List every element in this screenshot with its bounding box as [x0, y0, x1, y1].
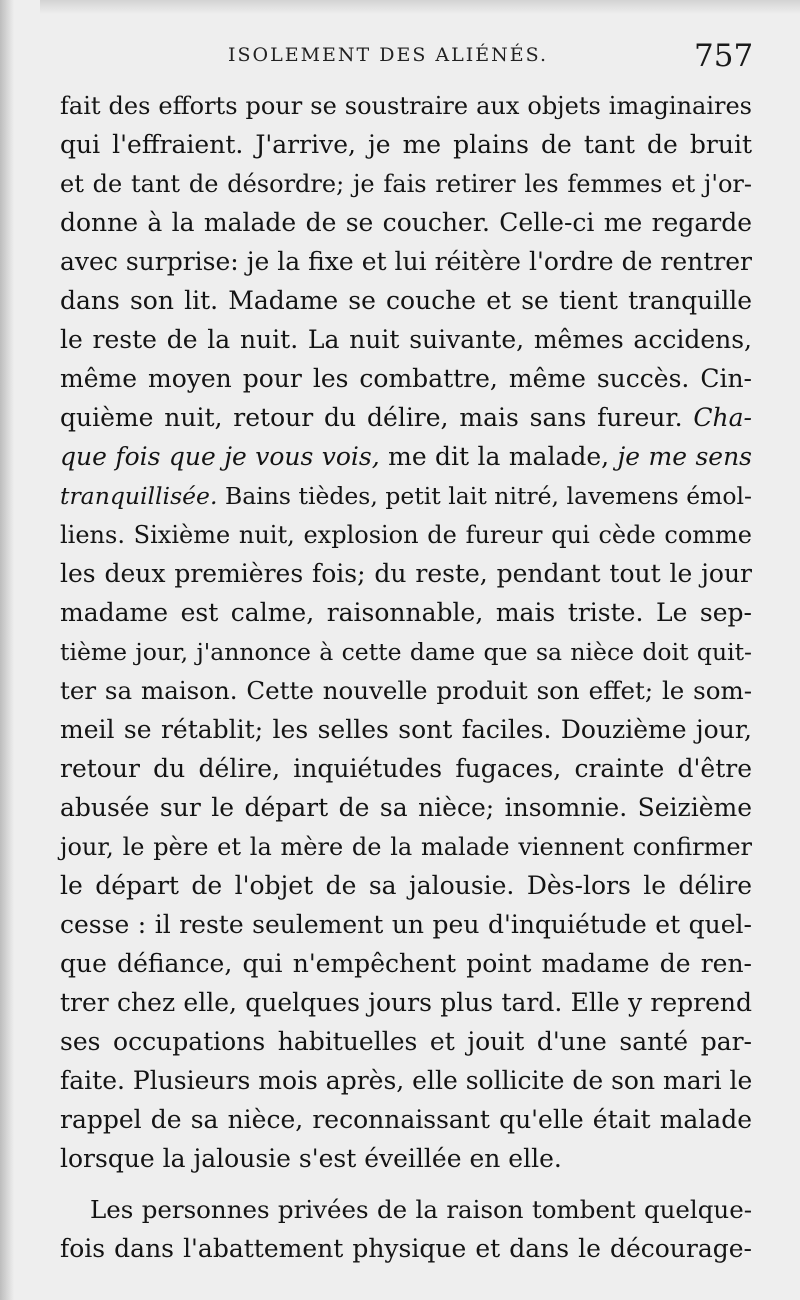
italic-quote: tranquillisée. [60, 482, 218, 510]
page-edge-shadow [0, 0, 14, 1300]
text-line: et de tant de désordre; je fais retirer les femmes et j'or- [60, 170, 752, 198]
text-line: faite. Plusieurs mois après, elle sollicite de son mari le [60, 1066, 753, 1095]
text-line: retour du délire, inquiétudes fugaces, crainte d'être [60, 754, 752, 783]
show-through-bleed [40, 0, 800, 14]
text-line: meil se rétablit; les selles sont faciles. Douzième jour, [60, 715, 752, 744]
text-line: ses occupations habituelles et jouit d'une santé par- [60, 1027, 752, 1056]
italic-quote: que fois que je vous vois, [60, 442, 380, 471]
text-line: que défiance, qui n'empêchent point madame de ren- [60, 949, 752, 978]
text-line: le reste de la nuit. La nuit suivante, mêmes accidens, [60, 325, 752, 354]
text-line: cesse : il reste seulement un peu d'inquiétude et quel- [60, 910, 752, 939]
text-line: ter sa maison. Cette nouvelle produit son effet; le som- [60, 676, 752, 705]
text-line: lorsque la jalousie s'est éveillée en elle. [60, 1144, 562, 1173]
text-line: quième nuit, retour du délire, mais sans fureur. Cha- [60, 403, 752, 432]
text-line: trer chez elle, quelques jours plus tard. Elle y reprend [60, 988, 752, 1017]
running-title: ISOLEMENT DES ALIÉNÉS. [228, 44, 548, 66]
text-line: avec surprise: je la fixe et lui réitère l'ordre de rentrer [60, 247, 752, 276]
text-line: abusée sur le départ de sa nièce; insomnie. Seizième [60, 793, 752, 822]
text-line: donne à la malade de se coucher. Celle-ci me regarde [60, 208, 752, 237]
text-line: dans son lit. Madame se couche et se tient tranquille [60, 286, 752, 315]
text-line: que fois que je vous vois, me dit la malade, je me sens [60, 442, 753, 471]
text-line: liens. Sixième nuit, explosion de fureur qui cède comme [60, 521, 752, 549]
text-line: tième jour, j'annonce à cette dame que sa nièce doit quit- [60, 638, 752, 666]
italic-quote: je me sens [617, 442, 753, 471]
text-line: madame est calme, raisonnable, mais triste. Le sep- [60, 598, 752, 627]
text-line: qui l'effraient. J'arrive, je me plains de tant de bruit [60, 130, 752, 159]
text-line: fois dans l'abattement physique et dans le décourage- [60, 1234, 752, 1263]
paragraph-first-line: Les personnes privées de la raison tombent quelque- [90, 1195, 752, 1224]
page-number: 757 [694, 38, 754, 74]
italic-quote: Cha- [693, 403, 752, 432]
text-line: jour, le père et la mère de la malade viennent confirmer [60, 833, 752, 861]
text-line: tranquillisée. Bains tièdes, petit lait nitré, lavemens émol- [60, 482, 752, 510]
text-line: fait des efforts pour se soustraire aux objets imaginaires [60, 92, 752, 120]
text-line: le départ de l'objet de sa jalousie. Dès-lors le délire [60, 871, 752, 900]
text-line: rappel de sa nièce, reconnaissant qu'elle était malade [60, 1105, 752, 1134]
text-line: les deux premières fois; du reste, pendant tout le jour [60, 559, 752, 588]
text-line: même moyen pour les combattre, même succès. Cin- [60, 364, 752, 393]
